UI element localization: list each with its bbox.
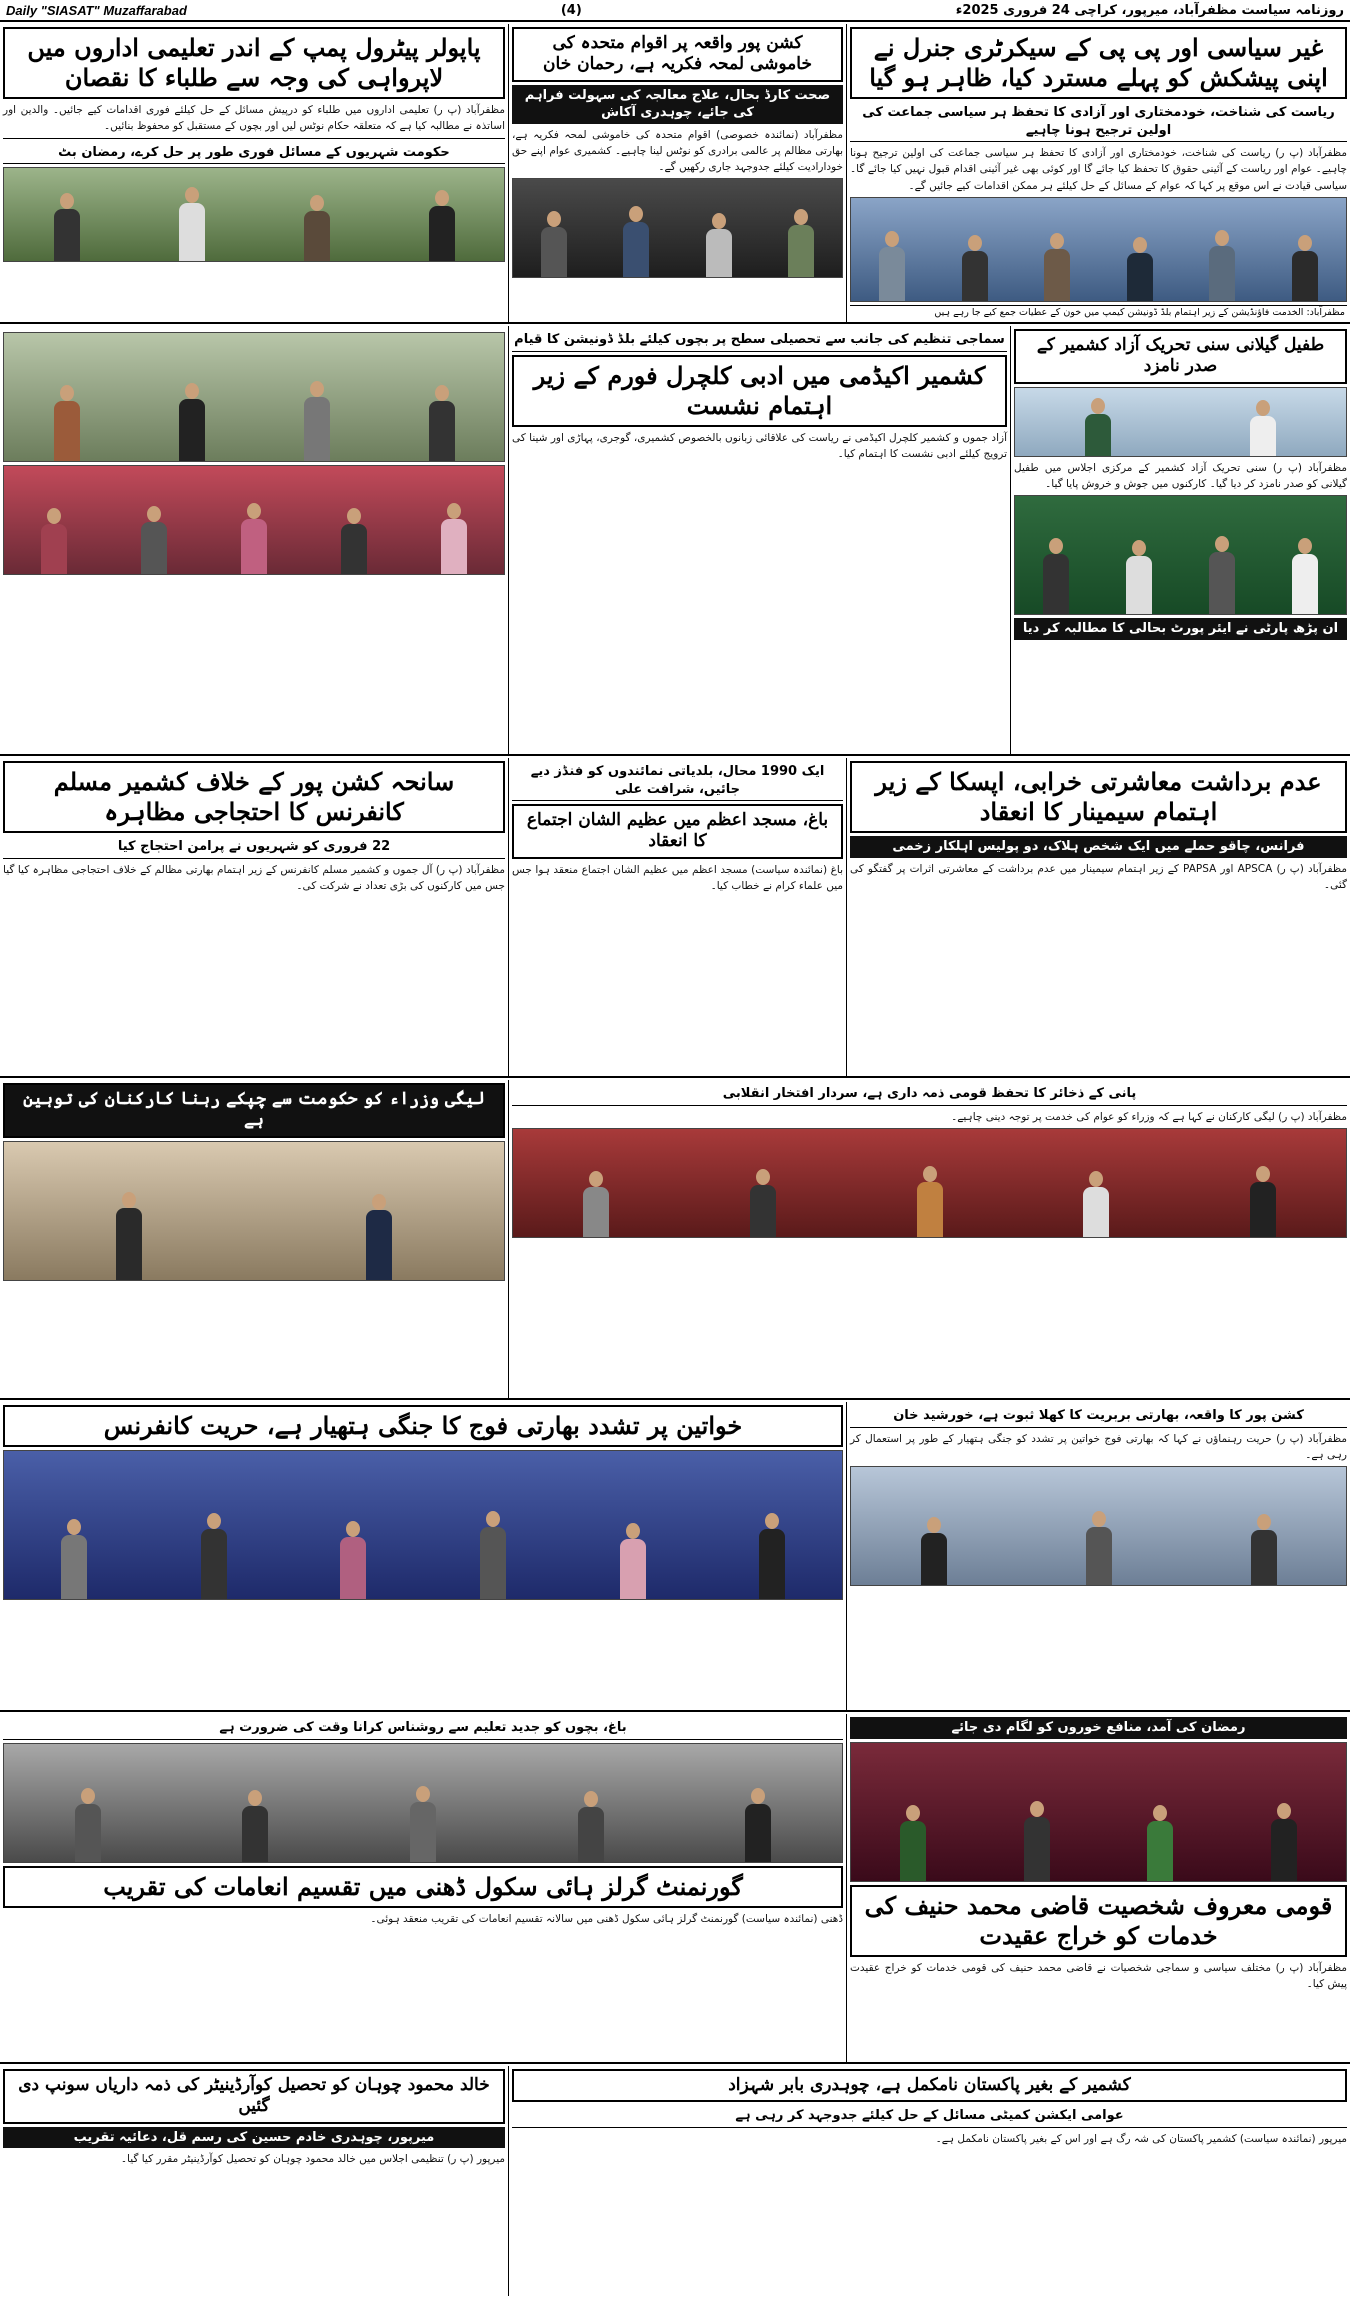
news-photo [850, 197, 1347, 302]
story-body: مظفرآباد (نمائندہ خصوصی) اقوام متحدہ کی خاموشی لمحہ فکریہ ہے، بھارتی مظالم پر عالمی برادری کو نوٹس لینا چاہیے۔ کشمیری عوام اپنے حق خودارادیت کیلئے جدوجہد جاری رکھیں گے۔ [512, 128, 843, 174]
news-photo [3, 465, 505, 575]
news-photo [1014, 495, 1347, 615]
story-14 [0, 2066, 508, 2296]
subheadline: میرپور، چوہدری خادم حسین کی رسم قل، دعائیہ تقریب [3, 2127, 505, 2149]
subheadline: باغ، بچوں کو جدید تعلیم سے روشناس کرانا وقت کی ضرورت ہے [3, 1717, 843, 1740]
headline: سانحہ کشن پور کے خلاف کشمیر مسلم کانفرنس کا احتجاجی مظاہرہ [3, 761, 505, 833]
band-1 [0, 24, 1350, 324]
band-7 [0, 2066, 1350, 2296]
story-body: میرپور (نمائندہ سیاست) کشمیر پاکستان کی شہ رگ ہے اور اس کے بغیر پاکستان نامکمل ہے۔ [935, 2132, 1347, 2145]
headline: پاپولر پیٹرول پمپ کے اندر تعلیمی اداروں میں لاپرواہی کی وجہ سے طلباء کا نقصان [3, 27, 505, 99]
photo-caption: مظفرآباد: الخدمت فاؤنڈیشن کے زیر اہتمام بلڈ ڈونیشن کیمپ میں خون کے عطیات جمع کیے جا رہے ہیں [850, 305, 1347, 321]
subheadline: ریاست کی شناخت، خودمختاری اور آزادی کا تحفظ ہر سیاسی جماعت کی اولین ترجیح ہونا چاہیے [850, 102, 1347, 142]
story-10 [846, 1402, 1350, 1710]
story-8 [846, 758, 1350, 1076]
headline: لیگی وزراء کو حکومت سے چپکے رہنا کارکنان کی توہین ہے [3, 1083, 505, 1138]
headline: کشن پور واقعہ پر اقوام متحدہ کی خاموشی لمحہ فکریہ ہے، رحمان خان [512, 27, 843, 82]
news-photo [850, 1466, 1347, 1586]
news-photo [3, 167, 505, 262]
story-body: آزاد جموں و کشمیر کلچرل اکیڈمی نے ریاست کی علاقائی زبانوں بالخصوص کشمیری، گوجری، پہاڑی اور شینا کی ترویج کیلئے ادبی نشست کا اہتمام کیا۔ [512, 431, 1007, 460]
band-5 [0, 1402, 1350, 1712]
subheadline: 22 فروری کو شہریوں نے پرامن احتجاج کیا [3, 836, 505, 859]
masthead [0, 0, 1350, 22]
story-13 [508, 2066, 1350, 2296]
story-9 [508, 1080, 1350, 1398]
news-photo [512, 1128, 1347, 1238]
news-photo [3, 332, 505, 462]
story-body: مظفرآباد (پ ر) لیگی کارکنان نے کہا ہے کہ وزراء کو عوام کی خدمت پر توجہ دینی چاہیے۔ [951, 1110, 1347, 1123]
subheadline: حکومت شہریوں کے مسائل فوری طور پر حل کرے، رمضان بٹ [3, 142, 505, 165]
portrait-photo [3, 1141, 505, 1281]
story-body: مظفرآباد (پ ر) سنی تحریک آزاد کشمیر کے مرکزی اجلاس میں طفیل گیلانی کو صدر نامزد کر دیا گیا۔ کارکنوں میں جوش و خروش پایا گیا۔ [1014, 461, 1347, 490]
story-body: مظفرآباد (پ ر) ریاست کی شناخت، خودمختاری اور آزادی کا تحفظ ہر سیاسی جماعت کی اولین ترجیح ہونا چاہیے۔ عوام اور ریاست کے آئینی حقوق کا تحفظ کیا جائے گا اور کوئی بھی غیر آئینی اقدام قبول نہیں کیا جائے گا۔ سیاسی قیادت نے اس موقع پر کہا کہ عوام کے مسائل کے حل کیلئے ہر ممکن اقدامات کیے جائیں گے۔ [850, 147, 1347, 192]
subheadline: سماجی تنظیم کی جانب سے تحصیلی سطح پر بچوں کیلئے بلڈ ڈونیشن کا قیام [512, 329, 1007, 352]
headline: خالد محمود چوہان کو تحصیل کوآرڈینیٹر کی ذمہ داریاں سونپ دی گئیں [3, 2069, 505, 2124]
story-12 [846, 1714, 1350, 2062]
band-4 [0, 1080, 1350, 1400]
story-body: باغ (نمائندہ سیاست) مسجد اعظم میں عظیم الشان اجتماع منعقد ہوا جس میں علماء کرام نے خطاب کیا۔ [512, 863, 843, 892]
subheadline: ان پڑھ پارٹی نے ایئر پورٹ بحالی کا مطالبہ کر دیا [1014, 618, 1347, 640]
story-11 [0, 1714, 846, 2062]
story-3 [0, 24, 508, 322]
news-photo [3, 1743, 843, 1863]
headline: قومی معروف شخصیت قاضی محمد حنیف کی خدمات کو خراج عقیدت [850, 1885, 1347, 1957]
headline: گورنمنٹ گرلز ہائی سکول ڈھنی میں تقسیم انعامات کی تقریب [3, 1866, 843, 1908]
story-6 [0, 758, 508, 1076]
headline: کشمیر کے بغیر پاکستان نامکمل ہے، چوہدری بابر شہزاد [512, 2069, 1347, 2102]
story-body: مظفرآباد (پ ر) APSCA اور PAPSA کے زیر اہتمام سیمینار میں عدم برداشت کے معاشرتی اثرات پر گفتگو کی گئی۔ [850, 862, 1348, 891]
story-10-main [0, 1402, 846, 1710]
subheadline: صحت کارڈ بحال، علاج معالجہ کی سہولت فراہم کی جائے، چوہدری آکاش [512, 85, 843, 124]
news-photo [850, 1742, 1347, 1882]
story-body: مظفرآباد (پ ر) تعلیمی اداروں میں طلباء کو درپیش مسائل کے حل کیلئے فوری اقدامات کیے جائیں۔ والدین اور اساتذہ نے مطالبہ کیا ہے کہ متعلقہ حکام نوٹس لیں اور بچوں کے مستقبل کو محفوظ بنائیں۔ [3, 104, 505, 133]
story-1 [846, 24, 1350, 322]
subheadline: ایک 1990 محال، بلدیاتی نمائندوں کو فنڈز دیے جائیں، شرافت علی [512, 761, 843, 801]
story-body: ڈھنی (نمائندہ سیاست) گورنمنٹ گرلز ہائی سکول ڈھنی میں سالانہ تقسیم انعامات کی تقریب منعقد ہوئی۔ [370, 1912, 843, 1925]
headline: کشمیر اکیڈمی میں ادبی کلچرل فورم کے زیر اہتمام نشست [512, 355, 1007, 427]
story-body: مظفرآباد (پ ر) آل جموں و کشمیر مسلم کانفرنس کے زیر اہتمام بھارتی مظالم کے خلاف احتجاجی مظاہرہ کیا گیا جس میں کارکنوں کی بڑی تعداد نے شرکت کی۔ [3, 863, 505, 892]
headline: خواتین پر تشدد بھارتی فوج کا جنگی ہتھیار ہے، حریت کانفرنس [3, 1405, 843, 1447]
subheadline: کشن پور کا واقعہ، بھارتی بربریت کا کھلا ثبوت ہے، خورشید خان [850, 1405, 1347, 1428]
headline: عدم برداشت معاشرتی خرابی، اپسکا کے زیر اہتمام سیمینار کا انعقاد [850, 761, 1347, 833]
subheadline: پانی کے ذخائر کا تحفظ قومی ذمہ داری ہے، سردار افتخار انقلابی [512, 1083, 1347, 1106]
newspaper-page [0, 24, 1350, 2296]
subheadline: فرانس، چاقو حملے میں ایک شخص ہلاک، دو پولیس اہلکار زخمی [850, 836, 1347, 858]
headline: طفیل گیلانی سنی تحریک آزاد کشمیر کے صدر نامزد [1014, 329, 1347, 384]
masthead-left: Daily "SIASAT" Muzaffarabad [6, 2, 187, 18]
story-7 [508, 758, 846, 1076]
masthead-right: روزنامہ سیاست مظفرآباد، میرپور، کراچی 24 فروری 2025ء [955, 2, 1344, 18]
photo-column [0, 326, 508, 754]
news-photo [3, 1450, 843, 1600]
subheadline: عوامی ایکشن کمیٹی مسائل کے حل کیلئے جدوجہد کر رہی ہے [512, 2105, 1347, 2128]
news-photo [512, 178, 843, 278]
story-4 [1010, 326, 1350, 754]
story-5 [508, 326, 1010, 754]
band-2 [0, 326, 1350, 756]
page-number: (4) [560, 2, 582, 18]
story-9-left [0, 1080, 508, 1398]
subheadline: رمضان کی آمد، منافع خوروں کو لگام دی جائے [850, 1717, 1347, 1739]
story-body: میرپور (پ ر) تنظیمی اجلاس میں خالد محمود چوہان کو تحصیل کوآرڈینیٹر مقرر کیا گیا۔ [120, 2153, 505, 2166]
story-body: مظفرآباد (پ ر) حریت رہنماؤں نے کہا کہ بھارتی فوج خواتین پر تشدد کو جنگی ہتھیار کے طور پر استعمال کر رہی ہے۔ [850, 1432, 1347, 1461]
headline: غیر سیاسی اور پی پی کے سیکرٹری جنرل نے اپنی پیشکش کو پہلے مسترد کیا، ظاہر ہو گیا [850, 27, 1347, 99]
band-6 [0, 1714, 1350, 2064]
story-2 [508, 24, 846, 322]
portrait-photo [1014, 387, 1347, 457]
headline: باغ، مسجد اعظم میں عظیم الشان اجتماع کا انعقاد [512, 804, 843, 859]
story-body: مظفرآباد (پ ر) مختلف سیاسی و سماجی شخصیات نے قاضی محمد حنیف کی قومی خدمات کو خراج عقیدت پیش کیا۔ [850, 1961, 1347, 1990]
band-3 [0, 758, 1350, 1078]
